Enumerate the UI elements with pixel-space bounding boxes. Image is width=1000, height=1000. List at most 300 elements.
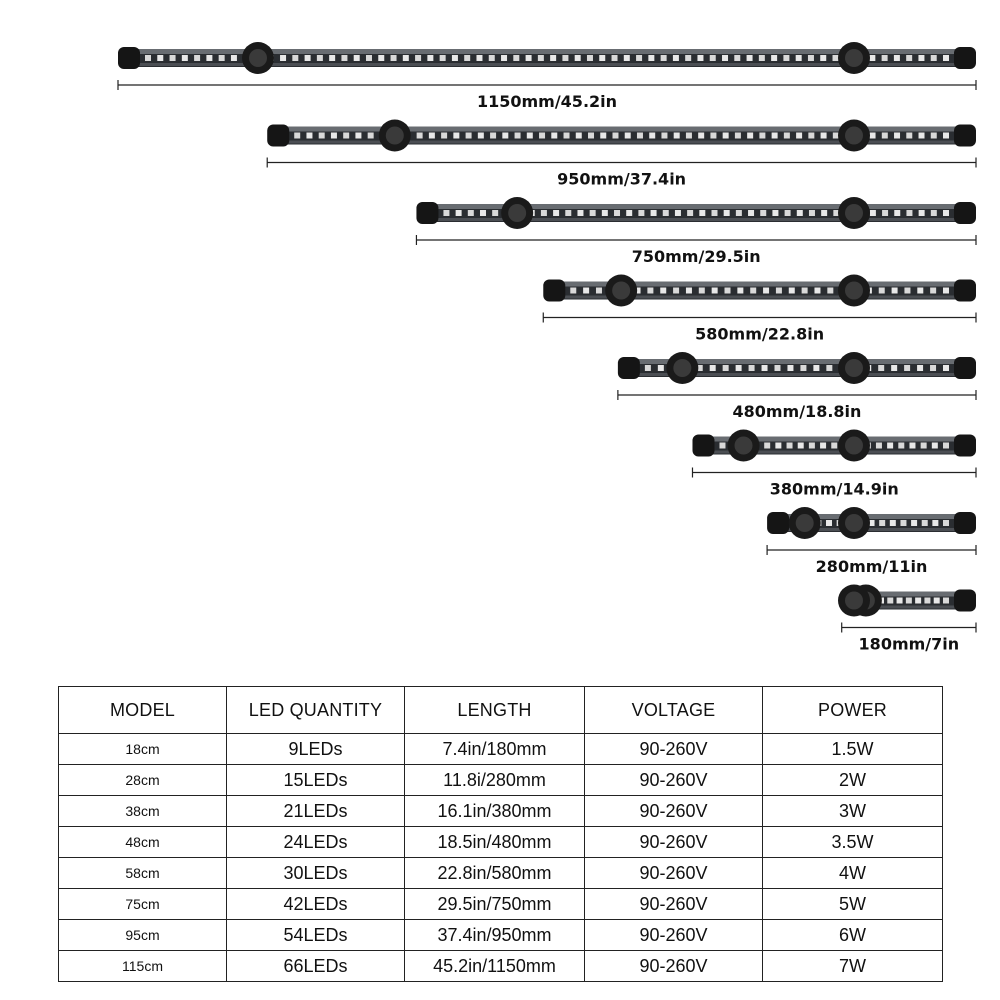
led-chip bbox=[943, 288, 949, 294]
led-chip bbox=[468, 210, 474, 216]
led-chip bbox=[685, 55, 691, 61]
cell-model: 95cm bbox=[59, 920, 227, 951]
led-chip bbox=[697, 55, 703, 61]
cell-power: 3.5W bbox=[763, 827, 943, 858]
led-chip bbox=[673, 288, 679, 294]
led-chip bbox=[813, 365, 819, 371]
suction-clip-center bbox=[845, 49, 863, 67]
led-chip bbox=[906, 210, 912, 216]
end-cap-right bbox=[954, 435, 976, 457]
led-chip bbox=[775, 443, 781, 449]
led-chip bbox=[564, 133, 570, 139]
led-chip bbox=[887, 598, 893, 604]
led-chip bbox=[661, 133, 667, 139]
cell-length: 11.8i/280mm bbox=[405, 765, 585, 796]
led-chip bbox=[919, 210, 925, 216]
led-chip bbox=[787, 365, 793, 371]
led-chip bbox=[182, 55, 188, 61]
led-chip bbox=[748, 210, 754, 216]
end-cap-right bbox=[954, 125, 976, 147]
cell-length: 29.5in/750mm bbox=[405, 889, 585, 920]
led-chip bbox=[771, 55, 777, 61]
led-chip bbox=[887, 443, 893, 449]
led-chip bbox=[906, 133, 912, 139]
led-chip bbox=[378, 55, 384, 61]
led-chip bbox=[798, 443, 804, 449]
length-label: 180mm/7in bbox=[858, 634, 960, 654]
led-chip bbox=[918, 55, 924, 61]
table-row bbox=[59, 796, 943, 827]
led-chip bbox=[820, 55, 826, 61]
led-chip bbox=[796, 133, 802, 139]
cell-led-quantity: 30LEDs bbox=[227, 858, 405, 889]
led-chip bbox=[917, 365, 923, 371]
led-chip bbox=[898, 443, 904, 449]
led-chip bbox=[882, 55, 888, 61]
led-chip bbox=[808, 55, 814, 61]
cell-power: 6W bbox=[763, 920, 943, 951]
led-chip bbox=[712, 288, 718, 294]
led-chip bbox=[909, 443, 915, 449]
led-chip bbox=[870, 210, 876, 216]
led-chip bbox=[826, 520, 832, 526]
led-chip bbox=[596, 288, 602, 294]
led-chip bbox=[577, 210, 583, 216]
led-chip bbox=[157, 55, 163, 61]
end-cap-left bbox=[416, 202, 438, 224]
table-row bbox=[59, 765, 943, 796]
length-label: 580mm/22.8in bbox=[695, 324, 825, 344]
cell-power: 2W bbox=[763, 765, 943, 796]
cell-power: 7W bbox=[763, 951, 943, 982]
cell-power: 3W bbox=[763, 796, 943, 827]
led-chip bbox=[329, 55, 335, 61]
led-chip bbox=[170, 55, 176, 61]
led-chip bbox=[787, 443, 793, 449]
cell-length: 37.4in/950mm bbox=[405, 920, 585, 951]
led-chip bbox=[784, 133, 790, 139]
led-chip bbox=[539, 133, 545, 139]
led-chip bbox=[833, 133, 839, 139]
led-chip bbox=[919, 133, 925, 139]
led-chip bbox=[583, 288, 589, 294]
suction-clip-center bbox=[673, 359, 691, 377]
led-chip bbox=[736, 210, 742, 216]
table-row bbox=[59, 951, 943, 982]
led-chip bbox=[922, 520, 928, 526]
end-cap-left bbox=[267, 125, 289, 147]
led-chip bbox=[800, 365, 806, 371]
led-chip bbox=[943, 598, 949, 604]
table-row bbox=[59, 858, 943, 889]
led-chip bbox=[686, 133, 692, 139]
led-chip bbox=[808, 133, 814, 139]
end-cap-right bbox=[954, 512, 976, 534]
led-chip bbox=[513, 55, 519, 61]
cell-model: 38cm bbox=[59, 796, 227, 827]
led-chip bbox=[637, 133, 643, 139]
led-chip bbox=[879, 520, 885, 526]
led-chip bbox=[576, 133, 582, 139]
led-chip bbox=[476, 55, 482, 61]
length-label: 750mm/29.5in bbox=[631, 247, 761, 266]
suction-clip-center bbox=[845, 437, 863, 455]
led-chip bbox=[145, 55, 151, 61]
suction-clip-center bbox=[845, 514, 863, 532]
led-chip bbox=[699, 210, 705, 216]
led-chip bbox=[541, 210, 547, 216]
led-chip bbox=[797, 210, 803, 216]
end-cap-left bbox=[618, 357, 640, 379]
cell-voltage: 90-260V bbox=[585, 858, 763, 889]
led-chip bbox=[478, 133, 484, 139]
led-chip bbox=[772, 133, 778, 139]
end-cap-left bbox=[767, 512, 789, 534]
cell-led-quantity: 9LEDs bbox=[227, 734, 405, 765]
led-chip bbox=[772, 210, 778, 216]
cell-led-quantity: 42LEDs bbox=[227, 889, 405, 920]
led-chip bbox=[319, 133, 325, 139]
led-chip bbox=[587, 55, 593, 61]
led-chip bbox=[722, 55, 728, 61]
cell-model: 75cm bbox=[59, 889, 227, 920]
led-chip bbox=[648, 55, 654, 61]
led-chip bbox=[904, 365, 910, 371]
led-chip bbox=[876, 443, 882, 449]
led-chip bbox=[427, 55, 433, 61]
cell-model: 18cm bbox=[59, 734, 227, 765]
led-chip bbox=[366, 55, 372, 61]
cell-voltage: 90-260V bbox=[585, 951, 763, 982]
led-chip bbox=[600, 133, 606, 139]
led-chip bbox=[553, 210, 559, 216]
led-chip bbox=[892, 288, 898, 294]
led-chip bbox=[723, 133, 729, 139]
end-cap-right bbox=[954, 280, 976, 302]
led-chip bbox=[570, 288, 576, 294]
led-chip bbox=[796, 55, 802, 61]
led-chip bbox=[551, 133, 557, 139]
led-chip bbox=[906, 598, 912, 604]
led-chip bbox=[305, 55, 311, 61]
led-chip bbox=[590, 210, 596, 216]
led-chip bbox=[565, 210, 571, 216]
cell-voltage: 90-260V bbox=[585, 765, 763, 796]
led-chip bbox=[675, 210, 681, 216]
led-chip bbox=[774, 365, 780, 371]
led-chip bbox=[710, 365, 716, 371]
led-chip bbox=[673, 55, 679, 61]
led-chip bbox=[294, 133, 300, 139]
led-chip bbox=[612, 55, 618, 61]
table-header-row bbox=[59, 687, 943, 734]
led-chip bbox=[625, 133, 631, 139]
led-chip bbox=[355, 133, 361, 139]
cell-power: 4W bbox=[763, 858, 943, 889]
led-chip bbox=[231, 55, 237, 61]
led-chip bbox=[750, 288, 756, 294]
led-chip bbox=[809, 443, 815, 449]
led-chip bbox=[403, 55, 409, 61]
led-chip bbox=[802, 288, 808, 294]
led-chip bbox=[760, 210, 766, 216]
led-chip bbox=[943, 365, 949, 371]
led-chip bbox=[882, 133, 888, 139]
light-bar bbox=[618, 352, 976, 421]
led-chip bbox=[789, 288, 795, 294]
suction-clip-center bbox=[508, 204, 526, 222]
led-chip bbox=[453, 133, 459, 139]
table-row bbox=[59, 920, 943, 951]
led-chip bbox=[900, 520, 906, 526]
led-chip bbox=[612, 133, 618, 139]
led-chip bbox=[759, 55, 765, 61]
led-chip bbox=[879, 288, 885, 294]
cell-led-quantity: 15LEDs bbox=[227, 765, 405, 796]
cell-length: 18.5in/480mm bbox=[405, 827, 585, 858]
suction-clip-center bbox=[735, 437, 753, 455]
led-chip bbox=[588, 133, 594, 139]
led-chip bbox=[932, 520, 938, 526]
led-chip bbox=[826, 365, 832, 371]
led-chip bbox=[466, 133, 472, 139]
spec-table bbox=[58, 686, 943, 982]
end-cap-left bbox=[692, 435, 714, 457]
led-chip bbox=[897, 598, 903, 604]
led-chip bbox=[915, 598, 921, 604]
led-chip bbox=[736, 365, 742, 371]
led-chip bbox=[921, 443, 927, 449]
cell-power: 5W bbox=[763, 889, 943, 920]
cell-voltage: 90-260V bbox=[585, 889, 763, 920]
led-chip bbox=[331, 133, 337, 139]
led-chip bbox=[660, 288, 666, 294]
led-chip bbox=[710, 55, 716, 61]
length-label: 280mm/11in bbox=[815, 557, 928, 576]
led-chip bbox=[649, 133, 655, 139]
led-chip bbox=[882, 210, 888, 216]
led-chip bbox=[651, 210, 657, 216]
led-chip bbox=[814, 288, 820, 294]
led-chip bbox=[317, 55, 323, 61]
header-voltage: VOLTAGE bbox=[585, 687, 763, 734]
led-chip bbox=[785, 210, 791, 216]
led-chip bbox=[686, 288, 692, 294]
led-chip bbox=[931, 55, 937, 61]
suction-clip-center bbox=[796, 514, 814, 532]
led-chip bbox=[501, 55, 507, 61]
led-chip bbox=[930, 288, 936, 294]
led-chip bbox=[624, 55, 630, 61]
suction-clip-center bbox=[386, 127, 404, 145]
led-chip bbox=[764, 443, 770, 449]
led-chip bbox=[292, 55, 298, 61]
length-label: 950mm/37.4in bbox=[557, 169, 687, 189]
led-chip bbox=[464, 55, 470, 61]
led-chip bbox=[833, 55, 839, 61]
cell-model: 58cm bbox=[59, 858, 227, 889]
led-chip bbox=[440, 55, 446, 61]
led-chip bbox=[943, 133, 949, 139]
cell-led-quantity: 66LEDs bbox=[227, 951, 405, 982]
cell-voltage: 90-260V bbox=[585, 734, 763, 765]
led-chip bbox=[490, 133, 496, 139]
end-cap-right bbox=[954, 357, 976, 379]
led-chip bbox=[747, 55, 753, 61]
led-chip bbox=[894, 55, 900, 61]
table-row bbox=[59, 827, 943, 858]
suction-clip-center bbox=[845, 359, 863, 377]
end-cap-left bbox=[543, 280, 565, 302]
led-chip bbox=[710, 133, 716, 139]
led-chip bbox=[538, 55, 544, 61]
led-chip bbox=[719, 443, 725, 449]
led-chip bbox=[763, 288, 769, 294]
length-label: 380mm/14.9in bbox=[769, 479, 899, 499]
led-chip bbox=[931, 210, 937, 216]
led-chip bbox=[480, 210, 486, 216]
end-cap-right bbox=[954, 590, 976, 612]
table-row bbox=[59, 889, 943, 920]
suction-clip-center bbox=[249, 49, 267, 67]
led-chip bbox=[943, 520, 949, 526]
led-chip bbox=[647, 288, 653, 294]
led-chip bbox=[821, 210, 827, 216]
light-bar bbox=[767, 507, 976, 576]
led-chip bbox=[930, 365, 936, 371]
end-cap-right bbox=[954, 202, 976, 224]
led-chip bbox=[280, 55, 286, 61]
led-chip bbox=[562, 55, 568, 61]
led-chip bbox=[809, 210, 815, 216]
suction-clip-center bbox=[845, 204, 863, 222]
led-chip bbox=[452, 55, 458, 61]
led-chip bbox=[354, 55, 360, 61]
header-model: MODEL bbox=[59, 687, 227, 734]
led-chip bbox=[489, 55, 495, 61]
cell-length: 45.2in/1150mm bbox=[405, 951, 585, 982]
led-chip bbox=[737, 288, 743, 294]
led-chip bbox=[638, 210, 644, 216]
led-chip bbox=[917, 288, 923, 294]
suction-clip-center bbox=[612, 282, 630, 300]
led-chip bbox=[759, 133, 765, 139]
led-chip bbox=[932, 443, 938, 449]
cell-model: 48cm bbox=[59, 827, 227, 858]
led-chip bbox=[783, 55, 789, 61]
led-chip bbox=[391, 55, 397, 61]
led-chip bbox=[515, 133, 521, 139]
led-chip bbox=[699, 288, 705, 294]
led-chip bbox=[698, 133, 704, 139]
cell-model: 28cm bbox=[59, 765, 227, 796]
led-chip bbox=[658, 365, 664, 371]
light-bar bbox=[416, 197, 976, 266]
light-bar bbox=[118, 42, 976, 111]
led-chip bbox=[456, 210, 462, 216]
led-chip bbox=[821, 133, 827, 139]
led-chip bbox=[443, 210, 449, 216]
led-chip bbox=[341, 55, 347, 61]
cell-length: 16.1in/380mm bbox=[405, 796, 585, 827]
end-cap-left bbox=[118, 47, 140, 69]
led-chip bbox=[206, 55, 212, 61]
led-chip bbox=[661, 55, 667, 61]
led-chip bbox=[306, 133, 312, 139]
led-chip bbox=[820, 443, 826, 449]
led-chip bbox=[674, 133, 680, 139]
led-chip bbox=[492, 210, 498, 216]
led-chip bbox=[575, 55, 581, 61]
led-chip bbox=[831, 443, 837, 449]
led-chip bbox=[891, 365, 897, 371]
cell-power: 1.5W bbox=[763, 734, 943, 765]
led-chip bbox=[724, 210, 730, 216]
cell-model: 115cm bbox=[59, 951, 227, 982]
led-chip bbox=[904, 288, 910, 294]
led-chip bbox=[368, 133, 374, 139]
led-chip bbox=[747, 133, 753, 139]
led-chip bbox=[931, 133, 937, 139]
led-chip bbox=[343, 133, 349, 139]
led-chip bbox=[890, 520, 896, 526]
led-chip bbox=[626, 210, 632, 216]
end-cap-right bbox=[954, 47, 976, 69]
led-chip bbox=[924, 598, 930, 604]
led-chip bbox=[894, 133, 900, 139]
cell-length: 22.8in/580mm bbox=[405, 858, 585, 889]
led-chip bbox=[417, 133, 423, 139]
light-bar bbox=[692, 430, 976, 499]
led-chip bbox=[869, 55, 875, 61]
table-row bbox=[59, 734, 943, 765]
led-chip bbox=[878, 365, 884, 371]
led-chip bbox=[723, 365, 729, 371]
led-chip bbox=[502, 133, 508, 139]
led-chip bbox=[749, 365, 755, 371]
led-chip bbox=[636, 55, 642, 61]
length-label: 480mm/18.8in bbox=[732, 402, 862, 421]
led-chip bbox=[663, 210, 669, 216]
led-chip bbox=[550, 55, 556, 61]
led-chip bbox=[219, 55, 225, 61]
led-chip bbox=[429, 133, 435, 139]
led-chip bbox=[735, 133, 741, 139]
header-power: POWER bbox=[763, 687, 943, 734]
cell-led-quantity: 54LEDs bbox=[227, 920, 405, 951]
header-led-quantity: LED QUANTITY bbox=[227, 687, 405, 734]
cell-led-quantity: 24LEDs bbox=[227, 827, 405, 858]
led-chip bbox=[711, 210, 717, 216]
led-chip bbox=[194, 55, 200, 61]
led-chip bbox=[934, 598, 940, 604]
led-chip bbox=[734, 55, 740, 61]
led-chip bbox=[943, 443, 949, 449]
header-length: LENGTH bbox=[405, 687, 585, 734]
cell-voltage: 90-260V bbox=[585, 920, 763, 951]
led-chip bbox=[870, 133, 876, 139]
light-bar bbox=[543, 275, 976, 344]
cell-voltage: 90-260V bbox=[585, 827, 763, 858]
led-chip bbox=[602, 210, 608, 216]
length-label: 1150mm/45.2in bbox=[476, 92, 618, 111]
led-chip bbox=[911, 520, 917, 526]
led-chip bbox=[776, 288, 782, 294]
cell-voltage: 90-260V bbox=[585, 796, 763, 827]
led-chip bbox=[725, 288, 731, 294]
led-chip bbox=[527, 133, 533, 139]
led-chip bbox=[614, 210, 620, 216]
